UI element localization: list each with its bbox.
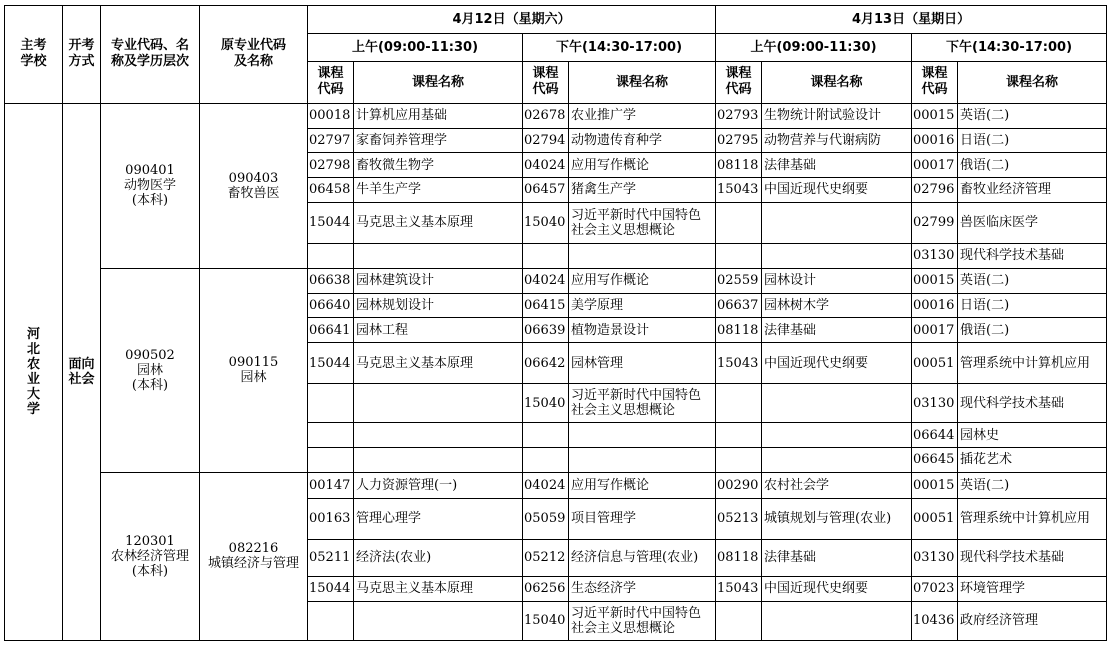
course-code-day1-am: 15044 <box>308 202 354 243</box>
course-name-day1-pm: 动物遗传育种学 <box>569 128 716 153</box>
course-code-day2-am <box>716 448 762 473</box>
course-name-day2-pm: 环境管理学 <box>958 576 1107 601</box>
course-name-day1-am: 园林工程 <box>354 318 523 343</box>
course-code-day2-pm: 06645 <box>912 448 958 473</box>
course-code-day1-pm: 06415 <box>523 293 569 318</box>
course-code-day2-am: 06637 <box>716 293 762 318</box>
course-code-day1-am <box>308 423 354 448</box>
course-name-day1-am: 马克思主义基本原理 <box>354 576 523 601</box>
course-code-day1-am: 06641 <box>308 318 354 343</box>
course-name-day2-pm: 俄语(二) <box>958 318 1107 343</box>
course-name-day2-pm: 俄语(二) <box>958 153 1107 178</box>
header-day2: 4月13日（星期日） <box>716 6 1107 34</box>
course-code-day1-pm: 06256 <box>523 576 569 601</box>
course-name-day2-pm: 园林史 <box>958 423 1107 448</box>
header-day1: 4月12日（星期六） <box>308 6 716 34</box>
old-major-info: 090115 园林 <box>200 268 308 472</box>
course-code-day2-am <box>716 423 762 448</box>
course-name-day1-pm: 习近平新时代中国特色社会主义思想概论 <box>569 384 716 423</box>
course-name-day1-am: 计算机应用基础 <box>354 103 523 128</box>
course-code-day2-pm: 02796 <box>912 178 958 203</box>
course-name-day1-am: 牛羊生产学 <box>354 178 523 203</box>
course-code-day2-pm: 06644 <box>912 423 958 448</box>
course-name-day1-pm <box>569 244 716 269</box>
course-name-day2-pm: 日语(二) <box>958 293 1107 318</box>
course-code-day2-pm: 03130 <box>912 539 958 576</box>
course-name-day1-am: 经济法(农业) <box>354 539 523 576</box>
course-name-day2-am: 法律基础 <box>762 318 912 343</box>
course-code-day1-pm: 05059 <box>523 498 569 539</box>
course-code-day1-am: 06640 <box>308 293 354 318</box>
table-row <box>5 268 1107 293</box>
course-code-day1-am: 05211 <box>308 539 354 576</box>
course-code-day2-pm: 00016 <box>912 293 958 318</box>
course-code-day1-pm: 02678 <box>523 103 569 128</box>
course-name-day1-am: 马克思主义基本原理 <box>354 202 523 243</box>
course-name-day2-am: 园林设计 <box>762 268 912 293</box>
course-name-day2-pm: 现代科学技术基础 <box>958 539 1107 576</box>
course-name-day2-am <box>762 448 912 473</box>
course-code-day2-pm: 07023 <box>912 576 958 601</box>
course-name-day1-pm: 猪禽生产学 <box>569 178 716 203</box>
header-school: 主考 学校 <box>5 6 63 104</box>
course-code-day1-am <box>308 384 354 423</box>
header-course-code: 课程 代码 <box>912 61 958 103</box>
course-code-day2-am <box>716 244 762 269</box>
course-name-day1-pm: 园林管理 <box>569 343 716 384</box>
course-code-day1-am: 06638 <box>308 268 354 293</box>
course-name-day2-pm: 畜牧业经济管理 <box>958 178 1107 203</box>
course-name-day2-am <box>762 601 912 640</box>
course-name-day2-pm: 兽医临床医学 <box>958 202 1107 243</box>
course-code-day1-pm: 06639 <box>523 318 569 343</box>
course-name-day1-am: 管理心理学 <box>354 498 523 539</box>
header-course-name: 课程名称 <box>354 61 523 103</box>
course-code-day2-pm: 00015 <box>912 472 958 498</box>
course-code-day2-am: 08118 <box>716 539 762 576</box>
course-code-day2-am: 08118 <box>716 153 762 178</box>
header-course-name: 课程名称 <box>958 61 1107 103</box>
course-code-day2-pm: 10436 <box>912 601 958 640</box>
course-code-day1-am: 00018 <box>308 103 354 128</box>
course-code-day2-am: 05213 <box>716 498 762 539</box>
course-code-day2-am: 00290 <box>716 472 762 498</box>
course-code-day1-pm <box>523 448 569 473</box>
course-name-day1-am <box>354 244 523 269</box>
course-name-day2-pm: 管理系统中计算机应用 <box>958 498 1107 539</box>
course-code-day1-pm <box>523 244 569 269</box>
course-name-day1-pm: 习近平新时代中国特色社会主义思想概论 <box>569 202 716 243</box>
table-row <box>5 472 1107 498</box>
course-code-day1-am: 06458 <box>308 178 354 203</box>
course-name-day2-pm: 现代科学技术基础 <box>958 244 1107 269</box>
course-name-day1-am: 畜牧微生物学 <box>354 153 523 178</box>
course-code-day1-am: 02798 <box>308 153 354 178</box>
course-name-day1-am <box>354 601 523 640</box>
course-name-day2-pm: 现代科学技术基础 <box>958 384 1107 423</box>
course-code-day1-pm <box>523 423 569 448</box>
major-info: 120301 农林经济管理 (本科) <box>101 472 200 640</box>
exam-schedule-table <box>4 5 1107 641</box>
course-name-day2-am: 中国近现代史纲要 <box>762 576 912 601</box>
major-info: 090401 动物医学 (本科) <box>101 103 200 268</box>
course-code-day1-pm: 04024 <box>523 472 569 498</box>
table-row <box>5 103 1107 128</box>
course-code-day2-am <box>716 601 762 640</box>
course-name-day2-am <box>762 202 912 243</box>
course-code-day2-am: 15043 <box>716 178 762 203</box>
course-code-day2-am <box>716 384 762 423</box>
course-code-day2-am: 02795 <box>716 128 762 153</box>
major-info: 090502 园林 (本科) <box>101 268 200 472</box>
course-code-day1-pm: 06457 <box>523 178 569 203</box>
header-course-code: 课程 代码 <box>308 61 354 103</box>
course-code-day2-pm: 00016 <box>912 128 958 153</box>
course-name-day1-pm: 习近平新时代中国特色社会主义思想概论 <box>569 601 716 640</box>
course-code-day2-am: 15043 <box>716 343 762 384</box>
course-name-day2-am <box>762 384 912 423</box>
header-course-code: 课程 代码 <box>523 61 569 103</box>
course-name-day1-pm <box>569 423 716 448</box>
course-name-day1-am: 家畜饲养管理学 <box>354 128 523 153</box>
course-code-day1-am <box>308 448 354 473</box>
school-name: 河 北 农 业 大 学 <box>5 103 63 640</box>
header-course-name: 课程名称 <box>762 61 912 103</box>
course-code-day1-pm: 04024 <box>523 153 569 178</box>
header-day2-am: 上午(09:00-11:30) <box>716 33 912 61</box>
course-name-day2-am: 园林树木学 <box>762 293 912 318</box>
course-code-day1-am <box>308 601 354 640</box>
course-code-day2-am: 02559 <box>716 268 762 293</box>
course-name-day2-pm: 管理系统中计算机应用 <box>958 343 1107 384</box>
course-code-day2-pm: 00017 <box>912 318 958 343</box>
course-name-day2-pm: 日语(二) <box>958 128 1107 153</box>
course-name-day2-pm: 英语(二) <box>958 268 1107 293</box>
course-code-day1-am: 15044 <box>308 576 354 601</box>
header-major: 专业代码、名 称及学历层次 <box>101 6 200 104</box>
course-name-day1-pm: 美学原理 <box>569 293 716 318</box>
course-name-day2-am <box>762 244 912 269</box>
course-name-day1-am <box>354 448 523 473</box>
old-major-info: 082216 城镇经济与管理 <box>200 472 308 640</box>
exam-mode: 面向 社会 <box>63 103 101 640</box>
course-name-day1-pm: 应用写作概论 <box>569 153 716 178</box>
course-name-day2-am: 法律基础 <box>762 153 912 178</box>
course-code-day1-pm: 15040 <box>523 601 569 640</box>
header-day1-am: 上午(09:00-11:30) <box>308 33 523 61</box>
course-name-day1-pm: 应用写作概论 <box>569 268 716 293</box>
old-major-info: 090403 畜牧兽医 <box>200 103 308 268</box>
course-code-day2-pm: 00051 <box>912 343 958 384</box>
header-course-code: 课程 代码 <box>716 61 762 103</box>
course-name-day1-am: 园林建筑设计 <box>354 268 523 293</box>
course-code-day2-pm: 00015 <box>912 268 958 293</box>
course-code-day2-pm: 00017 <box>912 153 958 178</box>
course-code-day1-pm: 04024 <box>523 268 569 293</box>
course-name-day1-pm: 经济信息与管理(农业) <box>569 539 716 576</box>
course-name-day2-am: 法律基础 <box>762 539 912 576</box>
course-code-day1-pm: 02794 <box>523 128 569 153</box>
course-code-day1-pm: 05212 <box>523 539 569 576</box>
course-code-day2-am <box>716 202 762 243</box>
course-code-day2-pm: 02799 <box>912 202 958 243</box>
course-name-day1-am: 马克思主义基本原理 <box>354 343 523 384</box>
header-course-name: 课程名称 <box>569 61 716 103</box>
course-name-day2-am: 城镇规划与管理(农业) <box>762 498 912 539</box>
course-name-day1-am: 园林规划设计 <box>354 293 523 318</box>
course-code-day1-pm: 15040 <box>523 384 569 423</box>
course-code-day2-pm: 00015 <box>912 103 958 128</box>
course-name-day2-am: 动物营养与代谢病防 <box>762 128 912 153</box>
course-name-day1-am <box>354 423 523 448</box>
course-name-day2-pm: 插花艺术 <box>958 448 1107 473</box>
course-name-day2-am: 中国近现代史纲要 <box>762 178 912 203</box>
course-name-day2-am: 农村社会学 <box>762 472 912 498</box>
course-code-day1-pm: 15040 <box>523 202 569 243</box>
course-code-day1-am: 15044 <box>308 343 354 384</box>
header-day2-pm: 下午(14:30-17:00) <box>912 33 1107 61</box>
course-code-day2-pm: 03130 <box>912 384 958 423</box>
course-name-day2-pm: 政府经济管理 <box>958 601 1107 640</box>
course-name-day1-pm: 应用写作概论 <box>569 472 716 498</box>
course-name-day1-am: 人力资源管理(一) <box>354 472 523 498</box>
course-name-day2-am: 生物统计附试验设计 <box>762 103 912 128</box>
course-name-day1-pm <box>569 448 716 473</box>
course-code-day2-pm: 03130 <box>912 244 958 269</box>
course-code-day1-pm: 06642 <box>523 343 569 384</box>
header-old-major: 原专业代码 及名称 <box>200 6 308 104</box>
course-code-day2-pm: 00051 <box>912 498 958 539</box>
course-code-day1-am <box>308 244 354 269</box>
course-code-day2-am: 02793 <box>716 103 762 128</box>
course-name-day1-am <box>354 384 523 423</box>
course-name-day2-am: 中国近现代史纲要 <box>762 343 912 384</box>
course-name-day2-pm: 英语(二) <box>958 472 1107 498</box>
course-name-day1-pm: 农业推广学 <box>569 103 716 128</box>
course-name-day1-pm: 植物造景设计 <box>569 318 716 343</box>
course-name-day2-am <box>762 423 912 448</box>
course-code-day1-am: 02797 <box>308 128 354 153</box>
course-code-day1-am: 00163 <box>308 498 354 539</box>
course-code-day2-am: 08118 <box>716 318 762 343</box>
course-name-day1-pm: 项目管理学 <box>569 498 716 539</box>
course-code-day1-am: 00147 <box>308 472 354 498</box>
course-code-day2-am: 15043 <box>716 576 762 601</box>
course-name-day1-pm: 生态经济学 <box>569 576 716 601</box>
course-name-day2-pm: 英语(二) <box>958 103 1107 128</box>
header-day1-pm: 下午(14:30-17:00) <box>523 33 716 61</box>
header-exam-mode: 开考 方式 <box>63 6 101 104</box>
